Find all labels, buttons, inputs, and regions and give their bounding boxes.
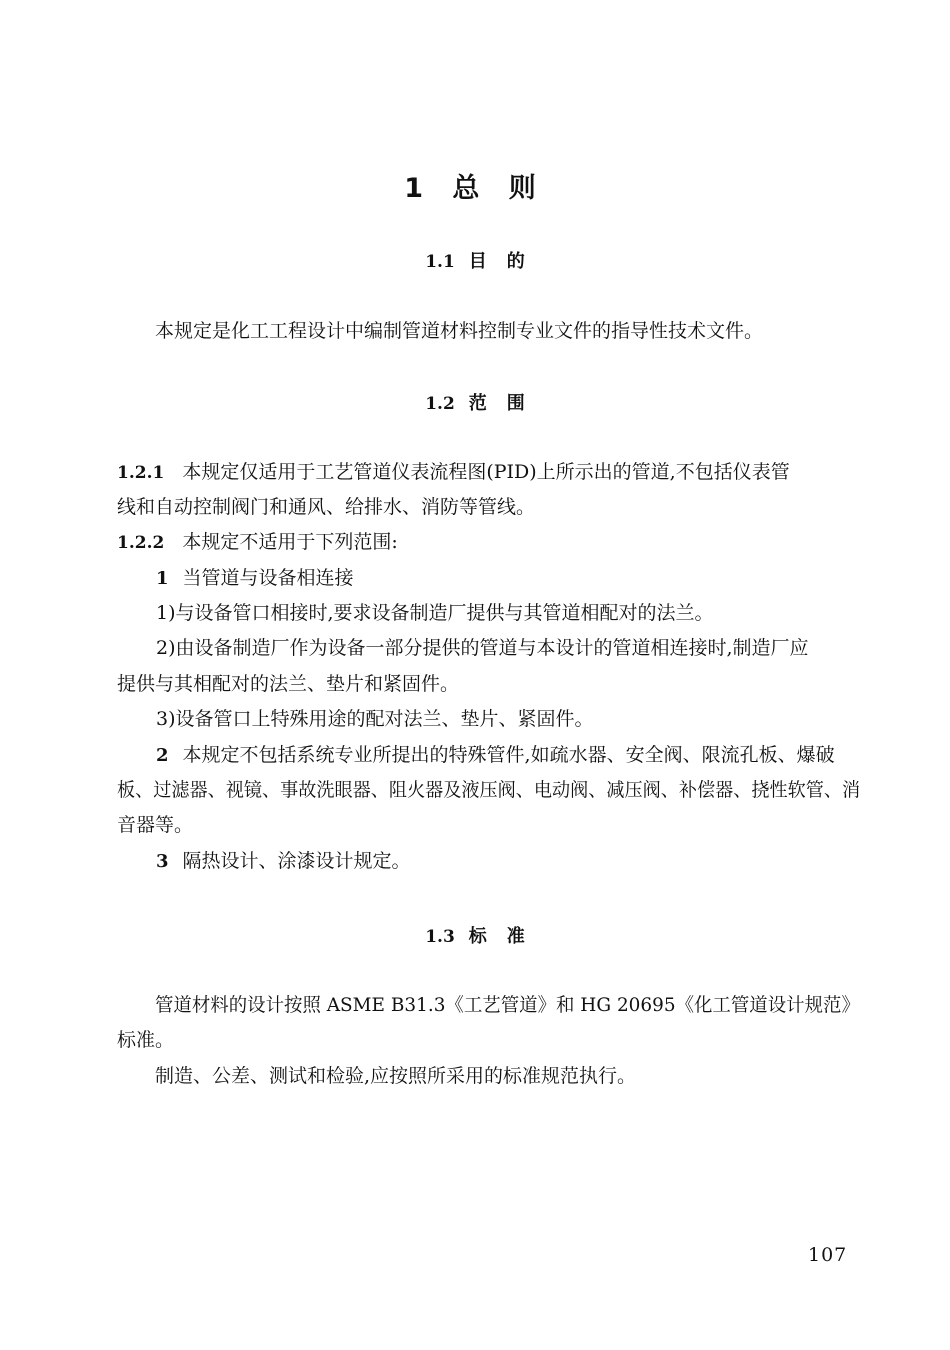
clause-text: 本规定仅适用于工艺管道仪表流程图(PID)上所示出的管道,不包括仪表管 [182, 461, 790, 483]
standards-paragraph-1-line1: 管道材料的设计按照 ASME B31.3《工艺管道》和 HG 20695《化工管道设计规范》 [155, 994, 860, 1016]
clause-number: 1.2.2 [117, 533, 165, 553]
item-2-line3: 音器等。 [117, 814, 194, 836]
section-title: 标准 [468, 926, 545, 947]
item-2-line2: 板、过滤器、视镜、事故洗眼器、阻火器及液压阀、电动阀、减压阀、补偿器、挠性软管、消 [117, 779, 861, 801]
item-3 [156, 849, 411, 874]
section-heading-1-2 [0, 389, 950, 415]
clause-1-2-1-line2: 线和自动控制阀门和通风、给排水、消防等管线。 [117, 496, 536, 518]
item-2-line1 [156, 743, 835, 768]
item-number: 1 [156, 568, 169, 589]
section-title: 范围 [468, 393, 545, 414]
section-number: 1.2 [425, 394, 455, 414]
clause-text: 本规定不适用于下列范围: [182, 531, 398, 553]
item-1-sub-1: 1)与设备管口相接时,要求设备制造厂提供与其管道相配对的法兰。 [156, 602, 714, 624]
item-text: 当管道与设备相连接 [182, 567, 354, 589]
standards-paragraph-1-line2: 标准。 [117, 1029, 175, 1051]
standards-paragraph-2: 制造、公差、测试和检验,应按照所采用的标准规范执行。 [155, 1065, 637, 1087]
purpose-paragraph: 本规定是化工工程设计中编制管道材料控制专业文件的指导性技术文件。 [155, 320, 764, 342]
item-number: 3 [156, 851, 169, 872]
clause-1-2-2 [117, 530, 398, 555]
item-text: 本规定不包括系统专业所提出的特殊管件,如疏水器、安全阀、限流孔板、爆破 [182, 744, 835, 766]
item-text: 隔热设计、涂漆设计规定。 [182, 850, 411, 872]
item-1 [156, 566, 354, 591]
item-number: 2 [156, 745, 169, 766]
item-1-sub-2-line2: 提供与其相配对的法兰、垫片和紧固件。 [117, 673, 460, 695]
clause-number: 1.2.1 [117, 463, 165, 483]
page-number: 107 [808, 1244, 848, 1266]
section-number: 1.3 [425, 927, 455, 947]
section-title: 目的 [468, 251, 545, 272]
clause-1-2-1-line1 [117, 460, 790, 485]
item-1-sub-3: 3)设备管口上特殊用途的配对法兰、垫片、紧固件。 [156, 708, 594, 730]
item-1-sub-2-line1: 2)由设备制造厂作为设备一部分提供的管道与本设计的管道相连接时,制造厂应 [156, 637, 809, 659]
section-number: 1.1 [425, 252, 455, 272]
section-heading-1-3 [0, 922, 950, 948]
section-heading-1-1 [0, 247, 950, 273]
chapter-title: 1 总 则 [404, 173, 546, 204]
